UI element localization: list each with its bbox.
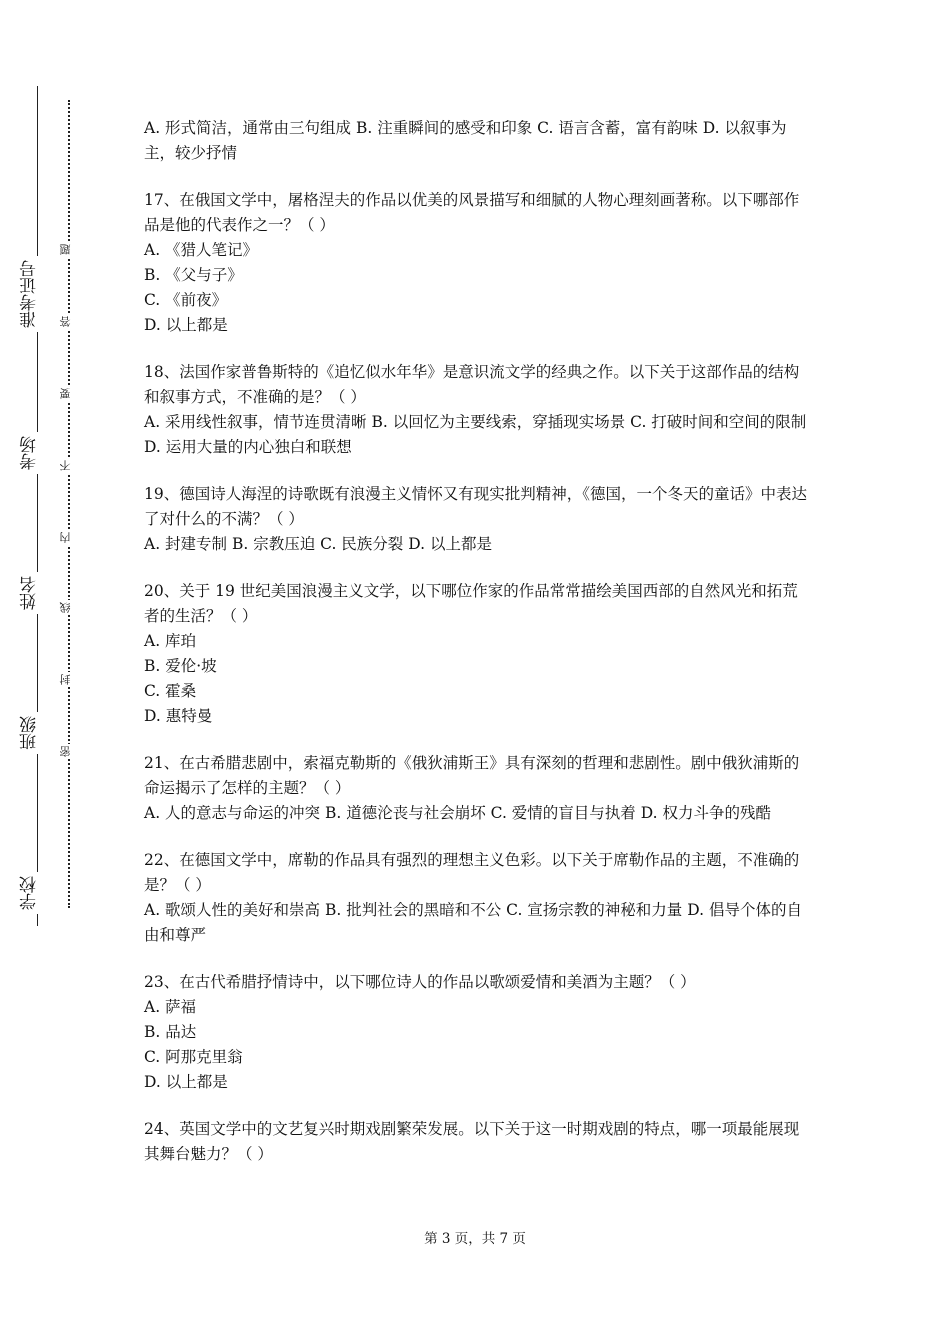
binding-margin xyxy=(0,0,110,1344)
binding-dotted-line xyxy=(68,100,70,908)
question-19 xyxy=(144,482,808,557)
exam-id-label: 准考证号 xyxy=(20,256,54,332)
option-line: B. 《父与子》 xyxy=(144,266,243,284)
question-17 xyxy=(144,188,808,338)
option-line: D. 惠特曼 xyxy=(144,707,213,725)
question-21 xyxy=(144,751,808,826)
question-stem: 20、关于 19 世纪美国浪漫主义文学，以下哪位作家的作品常常描绘美国西部的自然风光和拓荒者的生活？（ ） xyxy=(144,582,798,625)
option-line: B. 品达 xyxy=(144,1023,197,1041)
option-line: A. 采用线性叙事，情节连贯清晰 B. 以回忆为主要线索，穿插现实场景 C. 打破时间和空间的限制 D. 运用大量的内心独白和联想 xyxy=(144,413,807,456)
option-line: A. 形式简洁，通常由三句组成 B. 注重瞬间的感受和印象 C. 语言含蓄，富有韵味 D. 以叙事为主，较少抒情 xyxy=(144,119,787,162)
notice-char: 线 xyxy=(60,600,76,615)
question-23 xyxy=(144,970,808,1095)
question-stem: 22、在德国文学中，席勒的作品具有强烈的理想主义色彩。以下关于席勒作品的主题，不准确的是？（ ） xyxy=(144,851,800,894)
option-line: C. 霍桑 xyxy=(144,682,197,700)
option-line: D. 以上都是 xyxy=(144,316,228,334)
option-line: C. 阿那克里翁 xyxy=(144,1048,243,1066)
question-stem: 21、在古希腊悲剧中，索福克勒斯的《俄狄浦斯王》具有深刻的哲理和悲剧性。剧中俄狄浦斯的命运揭示了怎样的主题？（ ） xyxy=(144,754,800,797)
question-stem: 17、在俄国文学中，屠格涅夫的作品以优美的风景描写和细腻的人物心理刻画著称。以下哪部作品是他的代表作之一？（ ） xyxy=(144,191,800,234)
option-line: A. 封建专制 B. 宗教压迫 C. 民族分裂 D. 以上都是 xyxy=(144,535,492,553)
notice-char: 内 xyxy=(60,530,76,545)
question-24 xyxy=(144,1117,808,1167)
option-line: A. 人的意志与命运的冲突 B. 道德沦丧与社会崩坏 C. 爱情的盲目与执着 D. 权力斗争的残酷 xyxy=(144,804,771,822)
question-list xyxy=(144,116,808,1189)
school-label: 学校 xyxy=(20,872,54,914)
question-18 xyxy=(144,360,808,460)
class-label: 班级 xyxy=(20,712,54,754)
notice-char: 题 xyxy=(60,242,76,257)
question-stem: 19、德国诗人海涅的诗歌既有浪漫主义情怀又有现实批判精神，《德国，一个冬天的童话》中表达了对什么的不满？（ ） xyxy=(144,485,807,528)
page-footer: 第 3 页，共 7 页 xyxy=(424,1231,526,1247)
question-16-tail xyxy=(144,116,808,166)
notice-char: 不 xyxy=(60,458,76,473)
option-line: A. 《猎人笔记》 xyxy=(144,241,259,259)
notice-char: 密 xyxy=(60,744,76,759)
option-line: A. 歌颂人性的美好和崇高 B. 批判社会的黑暗和不公 C. 宣扬宗教的神秘和力量 D. 倡导个体的自由和尊严 xyxy=(144,901,802,944)
question-stem: 18、法国作家普鲁斯特的《追忆似水年华》是意识流文学的经典之作。以下关于这部作品的结构和叙事方式，不准确的是？（ ） xyxy=(144,363,800,406)
option-line: A. 萨福 xyxy=(144,998,197,1016)
question-20 xyxy=(144,579,808,729)
notice-char: 要 xyxy=(60,386,76,401)
notice-char: 答 xyxy=(60,314,76,329)
option-line: C. 《前夜》 xyxy=(144,291,228,309)
question-stem: 24、英国文学中的文艺复兴时期戏剧繁荣发展。以下关于这一时期戏剧的特点，哪一项最能展现其舞台魅力？（ ） xyxy=(144,1120,800,1163)
option-line: A. 库珀 xyxy=(144,632,197,650)
question-stem: 23、在古代希腊抒情诗中，以下哪位诗人的作品以歌颂爱情和美酒为主题？（ ） xyxy=(144,973,696,991)
exam-room-label: 考场 xyxy=(20,432,54,474)
question-22 xyxy=(144,848,808,948)
name-label: 姓名 xyxy=(20,572,54,614)
option-line: B. 爱伦·坡 xyxy=(144,657,217,675)
notice-char: 封 xyxy=(60,672,76,687)
binding-solid-line xyxy=(37,86,38,926)
option-line: D. 以上都是 xyxy=(144,1073,228,1091)
